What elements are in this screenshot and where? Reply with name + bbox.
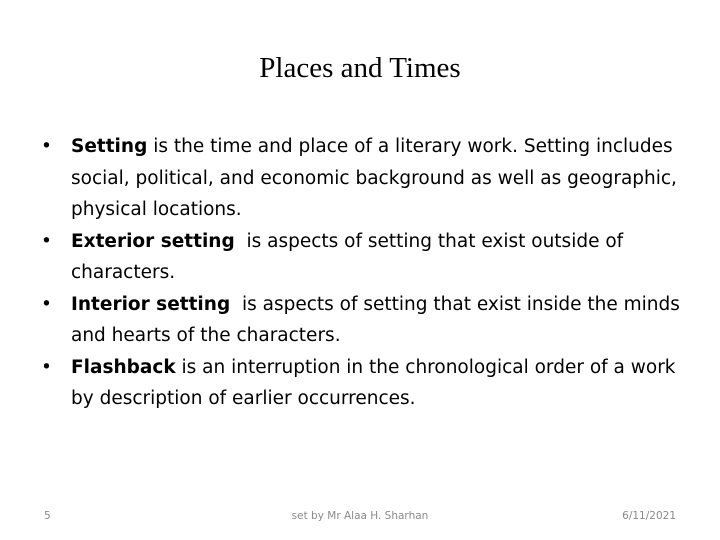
bullet-text: is the time and place of a literary work. Setting includes social, political, and economic background as well as geographic, physical locations. [71,136,677,220]
bullet-item-interior-setting [40,289,686,352]
bullet-item-flashback [40,352,680,415]
slide-title: Places and Times [259,52,461,84]
bullet-text: is an interruption in the chronological order of a work by description of earlier occurrences. [71,356,676,409]
bullet-term: Setting [71,136,148,157]
bullet-text: is aspects of setting that exist inside the minds and hearts of the characters. [71,293,686,346]
bullet-dot-icon: • [41,136,52,157]
bullet-text: is aspects of setting that exist outside of characters. [71,230,630,283]
footer-author: set by Mr Alaa H. Sharhan [291,510,429,522]
footer-date: 6/11/2021 [622,510,676,522]
bullet-item-exterior-setting [40,226,680,289]
bullet-dot-icon: • [41,293,52,315]
bullet-item-setting [40,131,680,226]
bullet-dot-icon: • [41,230,52,252]
bullet-dot-icon: • [41,356,52,378]
bullet-list [40,131,686,415]
slide-number: 5 [44,510,51,522]
bullet-term: Flashback [71,356,176,378]
bullet-term: Exterior setting [71,230,235,252]
bullet-term: Interior setting [71,293,231,315]
